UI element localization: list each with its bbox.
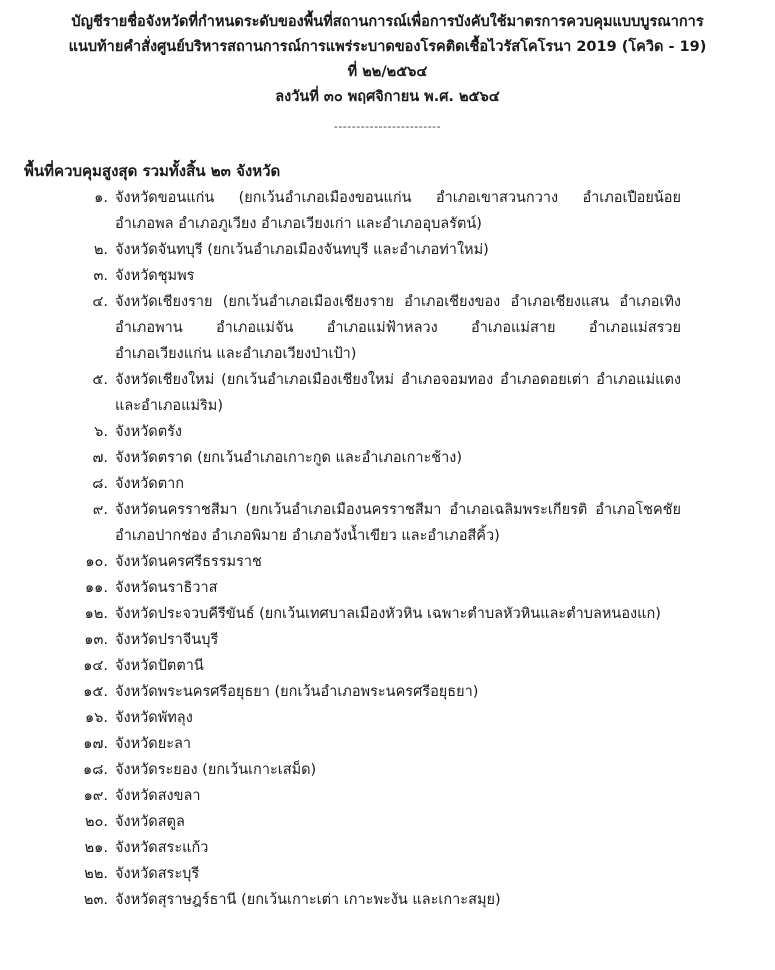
list-item <box>0 445 775 471</box>
list-item-number: ๗. <box>92 450 108 466</box>
list-item <box>0 497 775 549</box>
list-item-number: ๘. <box>92 476 108 492</box>
list-item-text <box>115 783 681 809</box>
list-item-text <box>115 653 681 679</box>
header-title-line-1: บัญชีรายชื่อจังหวัดที่กำหนดระดับของพื้นที่สถานการณ์เพื่อการบังคับใช้มาตรการควบคุมแบบบูรณาการ <box>71 14 704 30</box>
list-item <box>0 471 775 497</box>
document-header <box>20 10 755 110</box>
list-item-text-line: อำเภอพาน อำเภอแม่จัน อำเภอแม่ฟ้าหลวง อำเภอแม่สาย อำเภอแม่สรวย <box>115 320 681 336</box>
list-item-number: ๑๒. <box>84 606 108 622</box>
list-item-number: ๒๓. <box>83 892 108 908</box>
list-item-text-line: จังหวัดสระบุรี <box>115 866 200 882</box>
list-item <box>0 731 775 757</box>
list-item-text-line: จังหวัดชุมพร <box>115 268 195 284</box>
list-item-text-line: จังหวัดสระแก้ว <box>115 840 209 856</box>
province-list <box>0 185 775 913</box>
list-item <box>0 237 775 263</box>
list-item-text-line: จังหวัดพัทลุง <box>115 710 193 726</box>
list-item <box>0 705 775 731</box>
list-item-text-line: จังหวัดขอนแก่น (ยกเว้นอำเภอเมืองขอนแก่น อำเภอเขาสวนกวาง อำเภอเปือยน้อย <box>115 190 681 206</box>
list-item-text <box>115 263 681 289</box>
list-item-text-line: จังหวัดพระนครศรีอยุธยา (ยกเว้นอำเภอพระนครศรีอยุธยา) <box>115 684 479 700</box>
list-item-text-line: จังหวัดนครราชสีมา (ยกเว้นอำเภอเมืองนครราชสีมา อำเภอเฉลิมพระเกียรติ อำเภอโชคชัย <box>115 502 681 518</box>
list-item <box>0 601 775 627</box>
list-item-text-line: จังหวัดปราจีนบุรี <box>115 632 219 648</box>
list-item-number: ๑๙. <box>83 788 108 804</box>
list-item-text <box>115 679 681 705</box>
list-item-text <box>115 757 681 783</box>
list-item <box>0 679 775 705</box>
list-item-number: ๑๕. <box>83 684 108 700</box>
list-item-number: ๑๓. <box>84 632 108 648</box>
list-item-text <box>115 575 681 601</box>
list-item-text-line: อำเภอปากช่อง อำเภอพิมาย อำเภอวังน้ำเขียว และอำเภอสีคิ้ว) <box>115 528 500 544</box>
list-item-text <box>115 471 681 497</box>
list-item-number: ๙. <box>92 502 108 518</box>
list-item-text-line: จังหวัดสุราษฎร์ธานี (ยกเว้นเกาะเต่า เกาะพะงัน และเกาะสมุย) <box>115 892 501 908</box>
list-item-text-line: จังหวัดประจวบคีรีขันธ์ (ยกเว้นเทศบาลเมืองหัวหิน เฉพาะตำบลหัวหินและตำบลหนองแก) <box>115 606 661 622</box>
list-item-text <box>115 185 681 237</box>
list-item <box>0 549 775 575</box>
order-date: ลงวันที่ ๓๐ พฤศจิกายน พ.ศ. ๒๕๖๔ <box>275 89 500 105</box>
list-item-number: ๑๑. <box>84 580 108 596</box>
list-item-text-line: จังหวัดยะลา <box>115 736 192 752</box>
order-number: ที่ ๒๒/๒๕๖๔ <box>347 64 428 80</box>
list-item <box>0 575 775 601</box>
list-item <box>0 809 775 835</box>
list-item-text-line: จังหวัดตรัง <box>115 424 182 440</box>
list-item <box>0 419 775 445</box>
list-item-text <box>115 887 681 913</box>
list-item-number: ๓. <box>93 268 108 284</box>
list-item-number: ๖. <box>94 424 108 440</box>
list-item-text-line: จังหวัดจันทบุรี (ยกเว้นอำเภอเมืองจันทบุรี และอำเภอท่าใหม่) <box>115 242 489 258</box>
list-item <box>0 653 775 679</box>
list-item-text-line: จังหวัดนครศรีธรรมราช <box>115 554 262 570</box>
list-item-number: ๒๐. <box>84 814 108 830</box>
list-item-number: ๑๔. <box>83 658 108 674</box>
list-item-text <box>115 627 681 653</box>
list-item-text <box>115 237 681 263</box>
header-title-line-2: แนบท้ายคำสั่งศูนย์บริหารสถานการณ์การแพร่ระบาดของโรคติดเชื้อไวรัสโคโรนา 2019 (โควิด - 19) <box>68 39 707 55</box>
list-item-text <box>115 601 681 627</box>
list-item-number: ๑๖. <box>84 710 108 726</box>
list-item <box>0 757 775 783</box>
list-item-number: ๒. <box>93 242 108 258</box>
list-item <box>0 887 775 913</box>
list-item-text-line: อำเภอพล อำเภอภูเวียง อำเภอเวียงเก่า และอำเภออุบลรัตน์) <box>115 216 482 232</box>
list-item-text <box>115 835 681 861</box>
list-item-text-line: จังหวัดเชียงราย (ยกเว้นอำเภอเมืองเชียงราย อำเภอเชียงของ อำเภอเชียงแสน อำเภอเทิง <box>115 294 681 310</box>
list-item <box>0 263 775 289</box>
list-item-number: ๑. <box>94 190 108 206</box>
list-item-text <box>115 549 681 575</box>
list-item-text-line: จังหวัดระยอง (ยกเว้นเกาะเสม็ด) <box>115 762 317 778</box>
list-item-text <box>115 809 681 835</box>
list-item-text <box>115 731 681 757</box>
list-item-text <box>115 497 681 549</box>
list-item-text-line: จังหวัดปัตตานี <box>115 658 204 674</box>
list-item-text <box>115 861 681 887</box>
list-item-number: ๑๐. <box>85 554 108 570</box>
list-item-text-line: จังหวัดตาก <box>115 476 185 492</box>
list-item <box>0 367 775 419</box>
list-item-text-line: จังหวัดนราธิวาส <box>115 580 218 596</box>
list-item <box>0 185 775 237</box>
list-item-number: ๔. <box>92 294 108 310</box>
section-title: พื้นที่ควบคุมสูงสุด รวมทั้งสิ้น ๒๓ จังหวัด <box>24 162 281 180</box>
list-item-number: ๒๒. <box>84 866 108 882</box>
list-item <box>0 289 775 367</box>
list-item-text-line: จังหวัดสตูล <box>115 814 185 830</box>
header-divider: ------------------------ <box>333 120 442 133</box>
list-item-text-line: จังหวัดเชียงใหม่ (ยกเว้นอำเภอเมืองเชียงใหม่ อำเภอจอมทอง อำเภอดอยเต่า อำเภอแม่แตง <box>115 372 681 388</box>
list-item-number: ๑๘. <box>83 762 108 778</box>
list-item-text <box>115 705 681 731</box>
list-item-text <box>115 419 681 445</box>
list-item <box>0 627 775 653</box>
list-item <box>0 835 775 861</box>
list-item <box>0 861 775 887</box>
list-item-number: ๑๗. <box>83 736 108 752</box>
list-item-text-line: จังหวัดตราด (ยกเว้นอำเภอเกาะกูด และอำเภอเกาะช้าง) <box>115 450 463 466</box>
list-item-text-line: จังหวัดสงขลา <box>115 788 201 804</box>
list-item-text-line: และอำเภอแม่ริม) <box>115 398 223 414</box>
list-item-text-line: อำเภอเวียงแก่น และอำเภอเวียงป่าเป้า) <box>115 346 357 362</box>
list-item-number: ๕. <box>92 372 108 388</box>
list-item-text <box>115 289 681 367</box>
list-item-number: ๒๑. <box>84 840 108 856</box>
list-item-text <box>115 445 681 471</box>
list-item-text <box>115 367 681 419</box>
list-item <box>0 783 775 809</box>
